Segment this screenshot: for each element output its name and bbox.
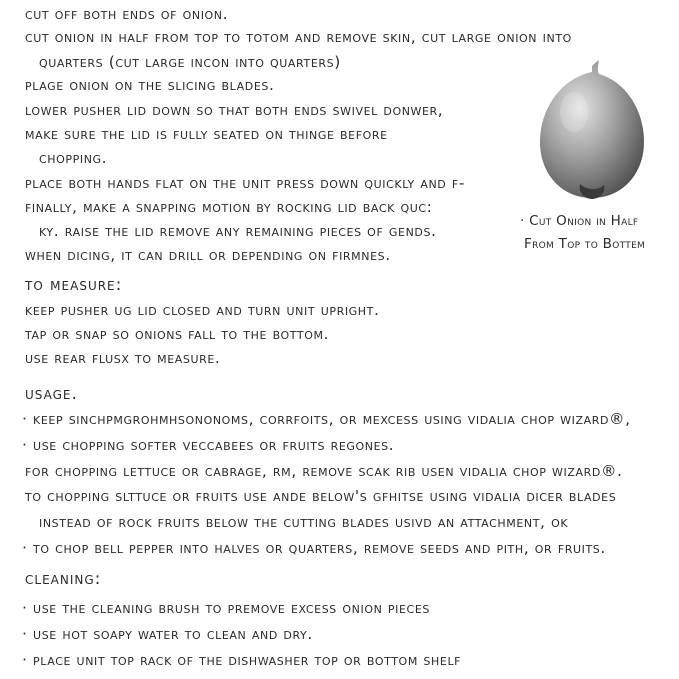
measure-line: tap or snap so onions fall to the bottom. [25,325,330,343]
cleaning-line: · use hot soapy water to clean and dry. [22,625,313,643]
measure-heading: to measure: [25,275,123,295]
usage-line: for chopping lettuce or cabrage, rm, remove scak rib usen vidalia chop wizard®. [25,462,623,480]
instruction-line: ky. raise the lid remove any remaining pieces of gends. [39,222,437,240]
instruction-line: place both hands flat on the unit press down quickly and f- [25,174,466,192]
instruction-line: make sure the lid is fully seated on thinge before [25,125,388,143]
instruction-line: quarters (cut large incon into quarters) [39,53,341,71]
cleaning-line: · use the cleaning brush to premove excess onion pieces [22,599,430,617]
instruction-line: finally, make a snapping motion by rocking lid back quc: [25,198,433,216]
cleaning-heading: cleaning: [25,569,102,589]
instruction-line: cut onion in half from top to totom and remove skin, cut large onion into [25,28,572,46]
measure-line: keep pusher ug lid closed and turn unit upright. [25,301,380,319]
usage-line: instead of rock fruits below the cutting blades usivd an attachment, ok [39,513,569,531]
photo-caption-line: · Cut Onion in Half [520,213,639,229]
instruction-line: lower pusher lid down so that both ends swivel donwer, [25,101,444,119]
usage-line: · use chopping softer veccabees or fruits regones. [22,436,395,454]
measure-line: use rear flusx to measure. [25,349,221,367]
usage-line: · keep sinchpmgrohmhsononoms, corrfoits, or mexcess using vidalia chop wizard®, [22,410,631,428]
onion-photo [536,60,648,205]
usage-line: to chopping slttuce or fruits use ande below's gfhitse using vidalia dicer blades [25,487,617,505]
instruction-line: plage onion on the slicing blades. [25,76,275,94]
instruction-line: when dicing, it can drill or depending on firmnes. [25,246,391,264]
cleaning-line: · place unit top rack of the dishwasher top or bottom shelf [22,651,462,669]
photo-caption-line: From Top to Bottem [524,236,646,252]
usage-line: · to chop bell pepper into halves or quarters, remove seeds and pith, or fruits. [22,539,606,557]
instruction-line: chopping. [39,149,108,167]
usage-heading: usage. [25,384,78,404]
instruction-line: cut off both ends of onion. [25,5,229,23]
